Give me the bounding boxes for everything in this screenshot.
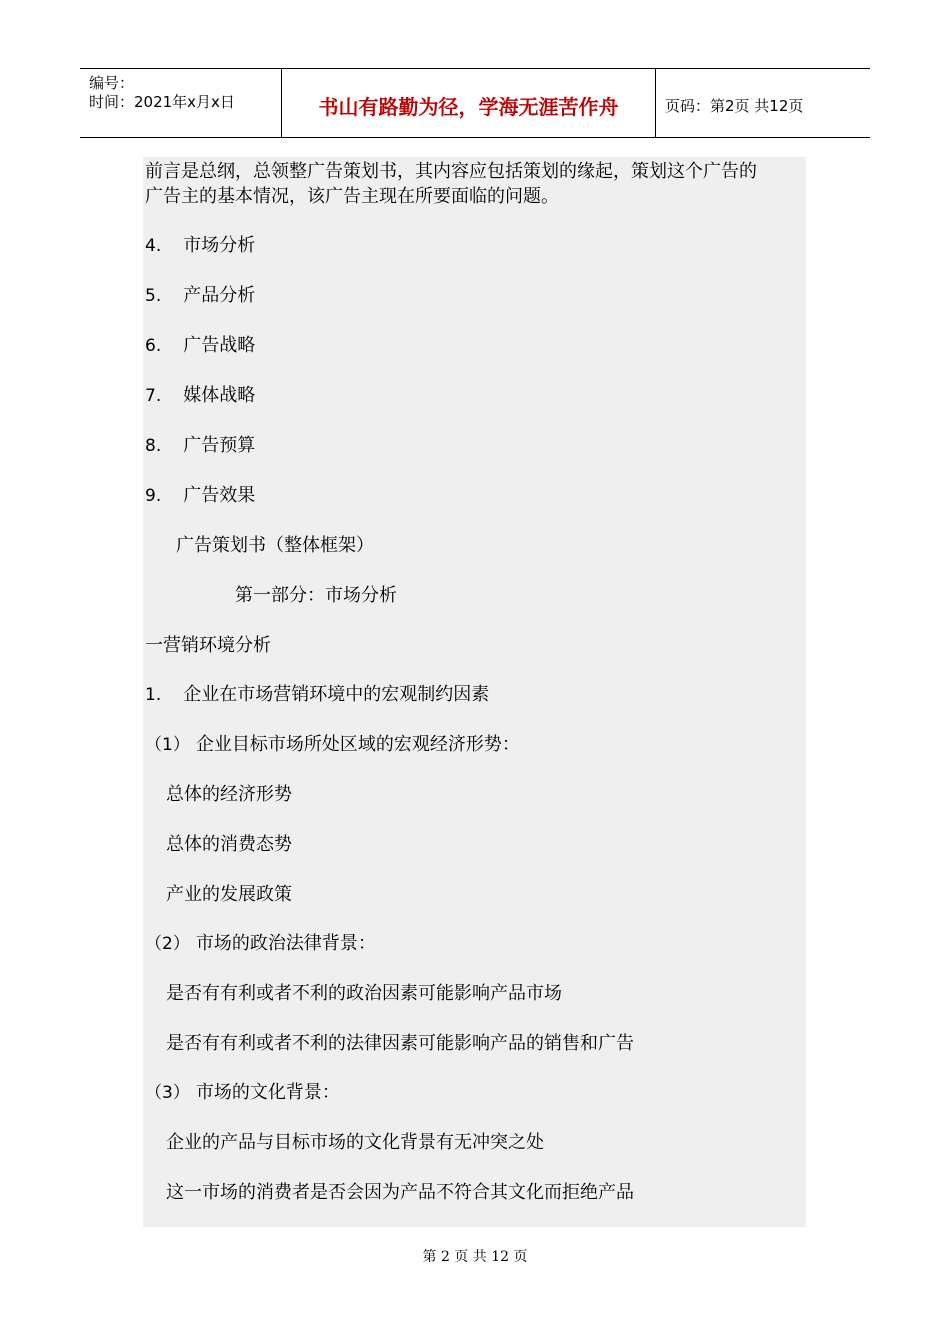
item-heading bbox=[145, 683, 489, 707]
list-text: 媒体战略 bbox=[183, 385, 256, 406]
intro-line: 广告主的基本情况，该广告主现在所要面临的问题。 bbox=[145, 186, 559, 207]
subitem-label: （2） bbox=[145, 934, 190, 954]
list-item bbox=[145, 234, 255, 258]
item-text: 企业在市场营销环境中的宏观制约因素 bbox=[183, 684, 490, 705]
list-text: 广告效果 bbox=[183, 485, 256, 506]
list-number: 7. bbox=[145, 386, 162, 406]
intro-line: 前言是总纲，总领整广告策划书，其内容应包括策划的缘起，策划这个广告的 bbox=[145, 161, 757, 182]
list-text: 广告战略 bbox=[183, 335, 256, 356]
bullet-line: 企业的产品与目标市场的文化背景有无冲突之处 bbox=[166, 1132, 544, 1153]
bullet-line: 总体的经济形势 bbox=[166, 784, 292, 805]
subitem-heading bbox=[145, 1081, 340, 1105]
list-item bbox=[145, 284, 255, 308]
subitem-text: 企业目标市场所处区域的宏观经济形势： bbox=[195, 734, 520, 755]
list-item bbox=[145, 434, 255, 458]
page-info: 页码：第2页 共12页 bbox=[665, 97, 804, 115]
number-label: 编号： bbox=[89, 74, 135, 92]
bullet-line: 产业的发展政策 bbox=[166, 884, 292, 905]
list-item bbox=[145, 384, 255, 408]
bullet-line: 是否有有利或者不利的法律因素可能影响产品的销售和广告 bbox=[166, 1033, 634, 1054]
list-item bbox=[145, 484, 255, 508]
header-motto-cell bbox=[281, 69, 656, 137]
bullet-line: 这一市场的消费者是否会因为产品不符合其文化而拒绝产品 bbox=[166, 1182, 634, 1203]
list-number: 6. bbox=[145, 336, 162, 356]
header-meta-cell bbox=[80, 69, 281, 137]
subitem-text: 市场的文化背景： bbox=[195, 1082, 340, 1103]
list-number: 4. bbox=[145, 236, 162, 256]
list-text: 市场分析 bbox=[183, 235, 256, 256]
list-text: 产品分析 bbox=[183, 285, 256, 306]
bullet-line: 是否有有利或者不利的政治因素可能影响产品市场 bbox=[166, 983, 562, 1004]
item-number: 1. bbox=[145, 685, 162, 705]
list-number: 8. bbox=[145, 436, 162, 456]
subitem-label: （1） bbox=[145, 735, 190, 755]
subitem-heading bbox=[145, 733, 520, 757]
list-number: 9. bbox=[145, 486, 162, 506]
date-line: 时间：2021年x月x日 bbox=[89, 93, 235, 111]
page-footer: 第 2 页 共 12 页 bbox=[422, 1249, 528, 1265]
bullet-line: 总体的消费态势 bbox=[166, 834, 292, 855]
part-title: 第一部分：市场分析 bbox=[235, 585, 397, 606]
subitem-text: 市场的政治法律背景： bbox=[195, 933, 376, 954]
section-title: 一营销环境分析 bbox=[145, 635, 271, 656]
subitem-label: （3） bbox=[145, 1083, 190, 1103]
subitem-heading bbox=[145, 932, 376, 956]
list-item bbox=[145, 334, 255, 358]
list-number: 5. bbox=[145, 286, 162, 306]
document-header bbox=[80, 68, 870, 138]
motto-text: 书山有路勤为径，学海无涯苦作舟 bbox=[318, 95, 619, 119]
framework-title: 广告策划书（整体框架） bbox=[176, 535, 374, 556]
header-page-cell bbox=[655, 69, 870, 137]
list-text: 广告预算 bbox=[183, 435, 256, 456]
